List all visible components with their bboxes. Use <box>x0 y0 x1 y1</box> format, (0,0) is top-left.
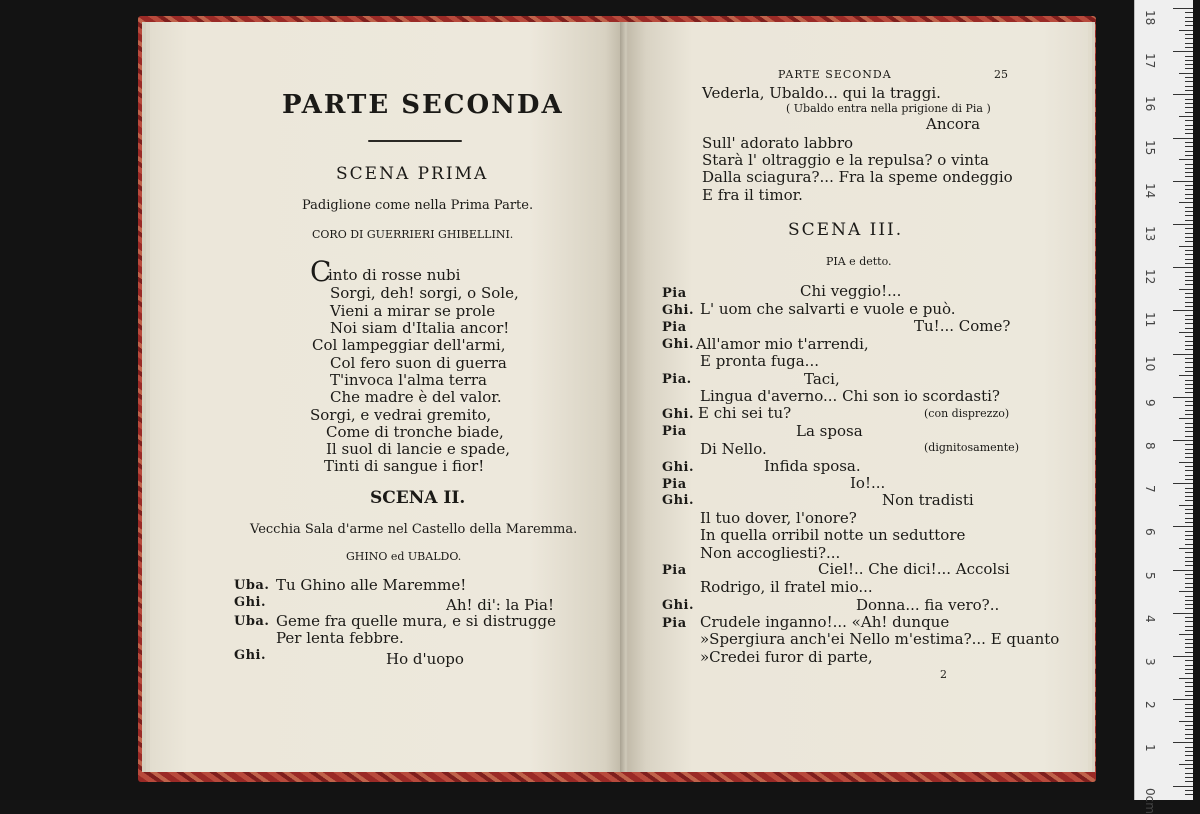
ruler-tick <box>1185 86 1193 87</box>
ruler-tick <box>1185 164 1193 165</box>
ruler-tick <box>1179 289 1193 290</box>
dialogue-line: »Credei furor di parte, <box>700 648 873 666</box>
ruler-tick <box>1185 215 1193 216</box>
speaker-label: Ghi. <box>662 598 695 613</box>
ruler-tick <box>1173 8 1193 9</box>
ruler-label: 0cm <box>1143 787 1157 814</box>
ruler-tick <box>1179 30 1193 31</box>
scene2-cast: GHINO ed UBALDO. <box>346 550 462 563</box>
ruler-tick <box>1185 17 1193 18</box>
title-rule <box>368 140 462 142</box>
stage-direction: (con disprezzo) <box>924 407 1010 420</box>
ruler-tick <box>1185 60 1193 61</box>
dialogue-line: E pronta fuga... <box>700 352 819 370</box>
dialogue-line: Ciel!.. Che dici!... Accolsi <box>818 560 1010 578</box>
scene3-heading: SCENA III. <box>788 220 904 240</box>
dialogue-line: Lingua d'averno... Chi son io scordasti? <box>700 387 1000 405</box>
ruler-label: 1 <box>1143 744 1157 753</box>
ruler-tick <box>1185 129 1193 130</box>
ruler-tick <box>1185 293 1193 294</box>
text-line: Sull' adorato labbro <box>702 134 854 152</box>
ruler-tick <box>1185 729 1193 730</box>
ruler-tick <box>1185 734 1193 735</box>
ruler-tick <box>1173 310 1193 311</box>
ruler-tick <box>1185 384 1193 385</box>
ruler-tick <box>1185 479 1193 480</box>
ruler-label: 5 <box>1143 571 1157 580</box>
verse-line: into di rosse nubi <box>328 266 461 284</box>
ruler-tick <box>1179 548 1193 549</box>
ruler-tick <box>1185 669 1193 670</box>
ruler-tick <box>1185 345 1193 346</box>
ruler-tick <box>1185 427 1193 428</box>
ruler-tick <box>1185 185 1193 186</box>
ruler-tick <box>1185 773 1193 774</box>
ruler-tick <box>1185 155 1193 156</box>
ruler-tick <box>1179 116 1193 117</box>
speaker-label: Ghi. <box>662 493 695 508</box>
ruler-tick <box>1185 38 1193 39</box>
ruler-tick <box>1173 656 1193 657</box>
ruler-tick <box>1179 721 1193 722</box>
ruler-label: 18 <box>1143 10 1157 26</box>
ruler-tick <box>1185 233 1193 234</box>
ruler-tick <box>1179 159 1193 160</box>
ruler-tick <box>1173 94 1193 95</box>
ruler-tick <box>1173 526 1193 527</box>
text-line: Vederla, Ubaldo... qui la traggi. <box>702 84 941 102</box>
ruler-tick <box>1173 354 1193 355</box>
ruler-tick <box>1185 587 1193 588</box>
signature-mark: 2 <box>940 668 947 681</box>
ruler-label: 15 <box>1143 139 1157 155</box>
scene1-cast: CORO DI GUERRIERI GHIBELLINI. <box>312 228 514 241</box>
ruler-tick <box>1185 466 1193 467</box>
ruler-tick <box>1185 492 1193 493</box>
ruler-tick <box>1173 613 1193 614</box>
ruler-tick <box>1185 81 1193 82</box>
ruler-label: 6 <box>1143 528 1157 537</box>
speaker-label: Pia <box>662 563 687 578</box>
ruler-tick <box>1185 444 1193 445</box>
speaker-label: Pia <box>662 616 687 631</box>
ruler-tick <box>1185 198 1193 199</box>
ruler-label: 17 <box>1143 53 1157 69</box>
speaker-label: Uba. <box>234 578 270 593</box>
ruler-tick <box>1185 146 1193 147</box>
ruler-tick <box>1185 315 1193 316</box>
dialogue-line: Donna... fia vero?.. <box>856 596 1000 614</box>
dialogue-line: L' uom che salvarti e vuole e può. <box>700 300 956 318</box>
ruler-label: 2 <box>1143 701 1157 709</box>
scene1-setting: Padiglione come nella Prima Parte. <box>302 198 534 213</box>
ruler-tick <box>1185 768 1193 769</box>
verse-line: Noi siam d'Italia ancor! <box>330 319 510 337</box>
ruler-tick <box>1185 557 1193 558</box>
text-line: Ancora <box>926 115 981 133</box>
ruler-tick <box>1185 272 1193 273</box>
ruler-tick <box>1185 284 1193 285</box>
dialogue-line: Tu Ghino alle Maremme! <box>276 576 467 594</box>
ruler-tick <box>1185 781 1193 782</box>
running-head: PARTE SECONDA <box>778 68 892 81</box>
speaker-label: Uba. <box>234 614 270 629</box>
ruler-tick <box>1185 760 1193 761</box>
ruler-label: 12 <box>1143 269 1157 285</box>
dialogue-line: Chi veggio!... <box>800 282 902 300</box>
ruler-tick <box>1185 660 1193 661</box>
ruler-tick <box>1173 440 1193 441</box>
dialogue-line: Di Nello. <box>700 440 767 458</box>
measuring-ruler <box>1134 0 1193 814</box>
ruler-tick <box>1173 786 1193 787</box>
ruler-tick <box>1185 574 1193 575</box>
ruler-tick <box>1185 747 1193 748</box>
ruler-label: 7 <box>1143 485 1157 493</box>
ruler-tick <box>1185 453 1193 454</box>
ruler-tick <box>1185 755 1193 756</box>
ruler-tick <box>1185 237 1193 238</box>
verse-line: Sorgi, deh! sorgi, o Sole, <box>330 284 519 302</box>
verse-line: Sorgi, e vedrai gremito, <box>310 406 492 424</box>
ruler-tick <box>1179 375 1193 376</box>
ruler-tick <box>1185 449 1193 450</box>
ruler-tick <box>1185 695 1193 696</box>
ruler-tick <box>1185 56 1193 57</box>
ruler-tick <box>1185 276 1193 277</box>
ruler-tick <box>1185 673 1193 674</box>
ruler-tick <box>1185 401 1193 402</box>
scene2-heading: SCENA II. <box>370 488 466 508</box>
speaker-label: Ghi. <box>662 337 695 352</box>
text-line: Dalla sciagura?... Fra la speme ondeggio <box>702 168 1013 186</box>
speaker-label: Pia <box>662 477 687 492</box>
ruler-tick <box>1185 176 1193 177</box>
ruler-tick <box>1185 194 1193 195</box>
ruler-tick <box>1185 380 1193 381</box>
ruler-tick <box>1185 639 1193 640</box>
ruler-tick <box>1185 544 1193 545</box>
ruler-tick <box>1185 112 1193 113</box>
ruler-tick <box>1185 531 1193 532</box>
dialogue-line: Per lenta febbre. <box>276 629 404 647</box>
ruler-tick <box>1185 704 1193 705</box>
ruler-tick <box>1185 488 1193 489</box>
ruler-tick <box>1185 565 1193 566</box>
ruler-tick <box>1173 570 1193 571</box>
dialogue-line: Ah! di': la Pia! <box>446 596 555 614</box>
scene1-heading: SCENA PRIMA <box>336 164 489 184</box>
speaker-label: Pia <box>662 320 687 335</box>
ruler-tick <box>1185 125 1193 126</box>
ruler-tick <box>1173 138 1193 139</box>
text-line: Starà l' oltraggio e la repulsa? o vinta <box>702 151 989 169</box>
ruler-tick <box>1185 172 1193 173</box>
ruler-tick <box>1185 600 1193 601</box>
ruler-label: 10 <box>1143 355 1157 371</box>
ruler-label: 13 <box>1143 226 1157 242</box>
dialogue-line: Ho d'uopo <box>386 650 464 668</box>
ruler-tick <box>1185 539 1193 540</box>
ruler-tick <box>1185 500 1193 501</box>
ruler-tick <box>1185 686 1193 687</box>
verse-line: Che madre è del valor. <box>330 388 502 406</box>
ruler-tick <box>1185 583 1193 584</box>
ruler-tick <box>1185 470 1193 471</box>
ruler-tick <box>1185 336 1193 337</box>
ruler-tick <box>1179 678 1193 679</box>
ruler-tick <box>1185 457 1193 458</box>
verse-line: Col lampeggiar dell'armi, <box>312 336 506 354</box>
ruler-tick <box>1179 505 1193 506</box>
ruler-tick <box>1185 250 1193 251</box>
ruler-tick <box>1185 712 1193 713</box>
ruler-tick <box>1185 328 1193 329</box>
ruler-tick <box>1185 475 1193 476</box>
ruler-tick <box>1185 665 1193 666</box>
ruler-tick <box>1185 738 1193 739</box>
ruler-tick <box>1185 751 1193 752</box>
ruler-tick <box>1185 682 1193 683</box>
ruler-tick <box>1185 34 1193 35</box>
ruler-tick <box>1173 224 1193 225</box>
scene2-setting: Vecchia Sala d'arme nel Castello della Maremma. <box>250 522 578 537</box>
ruler-tick <box>1173 483 1193 484</box>
ruler-tick <box>1185 341 1193 342</box>
speaker-label: Ghi. <box>234 595 267 610</box>
text-line: E fra il timor. <box>702 186 803 204</box>
dialogue-line: La sposa <box>796 422 863 440</box>
ruler-tick <box>1185 133 1193 134</box>
ruler-tick <box>1185 211 1193 212</box>
ruler-label: 3 <box>1143 658 1157 666</box>
ruler-tick <box>1185 371 1193 372</box>
ruler-tick <box>1185 228 1193 229</box>
ruler-tick <box>1185 263 1193 264</box>
ruler-tick <box>1185 120 1193 121</box>
ruler-tick <box>1185 431 1193 432</box>
dialogue-line: Il tuo dover, l'onore? <box>700 509 857 527</box>
ruler-label: 16 <box>1143 96 1157 112</box>
ruler-tick <box>1185 708 1193 709</box>
ruler-tick <box>1179 591 1193 592</box>
ruler-tick <box>1185 509 1193 510</box>
dialogue-line: Crudele inganno!... «Ah! dunque <box>700 613 950 631</box>
ruler-tick <box>1179 332 1193 333</box>
ruler-tick <box>1173 742 1193 743</box>
ruler-tick <box>1185 12 1193 13</box>
speaker-label: Pia <box>662 286 687 301</box>
ruler-tick <box>1185 647 1193 648</box>
dialogue-line: All'amor mio t'arrendi, <box>696 335 869 353</box>
ruler-tick <box>1185 643 1193 644</box>
ruler-tick <box>1185 99 1193 100</box>
ruler-tick <box>1185 362 1193 363</box>
verse-line: Vieni a mirar se prole <box>330 302 496 320</box>
ruler-tick <box>1185 716 1193 717</box>
left-page <box>150 22 624 772</box>
ruler-tick <box>1185 414 1193 415</box>
ruler-tick <box>1173 397 1193 398</box>
ruler-tick <box>1185 103 1193 104</box>
ruler-tick <box>1185 630 1193 631</box>
ruler-tick <box>1173 181 1193 182</box>
ruler-tick <box>1185 168 1193 169</box>
ruler-tick <box>1185 220 1193 221</box>
ruler-tick <box>1185 297 1193 298</box>
verse-line: Come di tronche biade, <box>326 423 504 441</box>
ruler-tick <box>1185 617 1193 618</box>
verse-line: T'invoca l'alma terra <box>330 371 487 389</box>
ruler-tick <box>1185 77 1193 78</box>
right-page <box>628 22 1088 772</box>
ruler-tick <box>1185 107 1193 108</box>
page-number: 25 <box>994 68 1008 81</box>
ruler-tick <box>1185 349 1193 350</box>
ruler-tick <box>1185 626 1193 627</box>
scene3-cast: PIA e detto. <box>826 255 892 268</box>
ruler-tick <box>1185 578 1193 579</box>
ruler-tick <box>1185 302 1193 303</box>
dialogue-line: Tu!... Come? <box>914 317 1011 335</box>
ruler-tick <box>1185 405 1193 406</box>
ruler-tick <box>1179 462 1193 463</box>
ruler-tick <box>1185 280 1193 281</box>
ruler-tick <box>1173 267 1193 268</box>
ruler-tick <box>1185 794 1193 795</box>
ruler-label: 14 <box>1143 182 1157 199</box>
ruler-tick <box>1185 552 1193 553</box>
ruler-tick <box>1185 392 1193 393</box>
drop-cap: C <box>310 255 332 288</box>
stage-direction: ( Ubaldo entra nella prigione di Pia ) <box>786 102 991 115</box>
dialogue-line: Non tradisti <box>882 491 974 509</box>
ruler-tick <box>1179 202 1193 203</box>
speaker-label: Ghi. <box>662 407 695 422</box>
ruler-tick <box>1185 436 1193 437</box>
ruler-tick <box>1185 241 1193 242</box>
verse-line: Tinti di sangue i fior! <box>324 457 485 475</box>
ruler-tick <box>1185 518 1193 519</box>
dialogue-line: Rodrigo, il fratel mio... <box>700 578 873 596</box>
dialogue-line: Non accogliesti?... <box>700 544 841 562</box>
ruler-tick <box>1185 189 1193 190</box>
ruler-tick <box>1185 254 1193 255</box>
ruler-tick <box>1185 608 1193 609</box>
ruler-tick <box>1185 621 1193 622</box>
ruler-tick <box>1179 634 1193 635</box>
verse-line: Col fero suon di guerra <box>330 354 507 372</box>
ruler-tick <box>1185 47 1193 48</box>
ruler-tick <box>1185 596 1193 597</box>
ruler-label: 4 <box>1143 614 1157 623</box>
verse-line: Il suol di lancie e spade, <box>326 440 510 458</box>
dialogue-line: E chi sei tu? <box>698 404 792 422</box>
part-title: PARTE SECONDA <box>282 90 564 120</box>
stage-direction: (dignitosamente) <box>924 441 1019 454</box>
ruler-tick <box>1173 699 1193 700</box>
ruler-tick <box>1179 73 1193 74</box>
dialogue-line: Taci, <box>804 370 840 388</box>
ruler-tick <box>1185 306 1193 307</box>
ruler-tick <box>1185 410 1193 411</box>
speaker-label: Ghi. <box>662 460 695 475</box>
dialogue-line: Geme fra quelle mura, e si distrugge <box>276 612 557 630</box>
dialogue-line: Infida sposa. <box>764 457 861 475</box>
ruler-tick <box>1185 142 1193 143</box>
ruler-tick <box>1185 319 1193 320</box>
ruler-tick <box>1185 259 1193 260</box>
speaker-label: Ghi. <box>234 648 267 663</box>
ruler-tick <box>1179 764 1193 765</box>
ruler-tick <box>1185 790 1193 791</box>
ruler-tick <box>1185 691 1193 692</box>
ruler-tick <box>1185 652 1193 653</box>
ruler-tick <box>1185 423 1193 424</box>
ruler-tick <box>1185 777 1193 778</box>
ruler-label: 8 <box>1143 442 1157 450</box>
ruler-tick <box>1185 323 1193 324</box>
ruler-tick <box>1185 367 1193 368</box>
ruler-tick <box>1185 535 1193 536</box>
ruler-tick <box>1185 43 1193 44</box>
ruler-label: 11 <box>1143 312 1157 328</box>
speaker-label: Pia. <box>662 372 692 387</box>
dialogue-line: »Spergiura anch'ei Nello m'estima?... E quanto <box>700 630 1060 648</box>
dialogue-line: Io!... <box>850 474 886 492</box>
ruler-tick <box>1185 68 1193 69</box>
ruler-tick <box>1185 207 1193 208</box>
ruler-tick <box>1173 51 1193 52</box>
ruler-tick <box>1185 561 1193 562</box>
ruler-tick <box>1185 513 1193 514</box>
speaker-label: Pia <box>662 424 687 439</box>
ruler-tick <box>1185 604 1193 605</box>
ruler-tick <box>1185 21 1193 22</box>
ruler-tick <box>1185 522 1193 523</box>
ruler-tick <box>1185 358 1193 359</box>
ruler-tick <box>1179 418 1193 419</box>
ruler-tick <box>1185 64 1193 65</box>
ruler-tick <box>1185 725 1193 726</box>
ruler-tick <box>1185 25 1193 26</box>
ruler-tick <box>1185 388 1193 389</box>
speaker-label: Ghi. <box>662 303 695 318</box>
ruler-tick <box>1185 151 1193 152</box>
dialogue-line: In quella orribil notte un seduttore <box>700 526 966 544</box>
ruler-tick <box>1179 246 1193 247</box>
ruler-label: 9 <box>1143 398 1157 407</box>
ruler-tick <box>1185 496 1193 497</box>
ruler-tick <box>1185 90 1193 91</box>
